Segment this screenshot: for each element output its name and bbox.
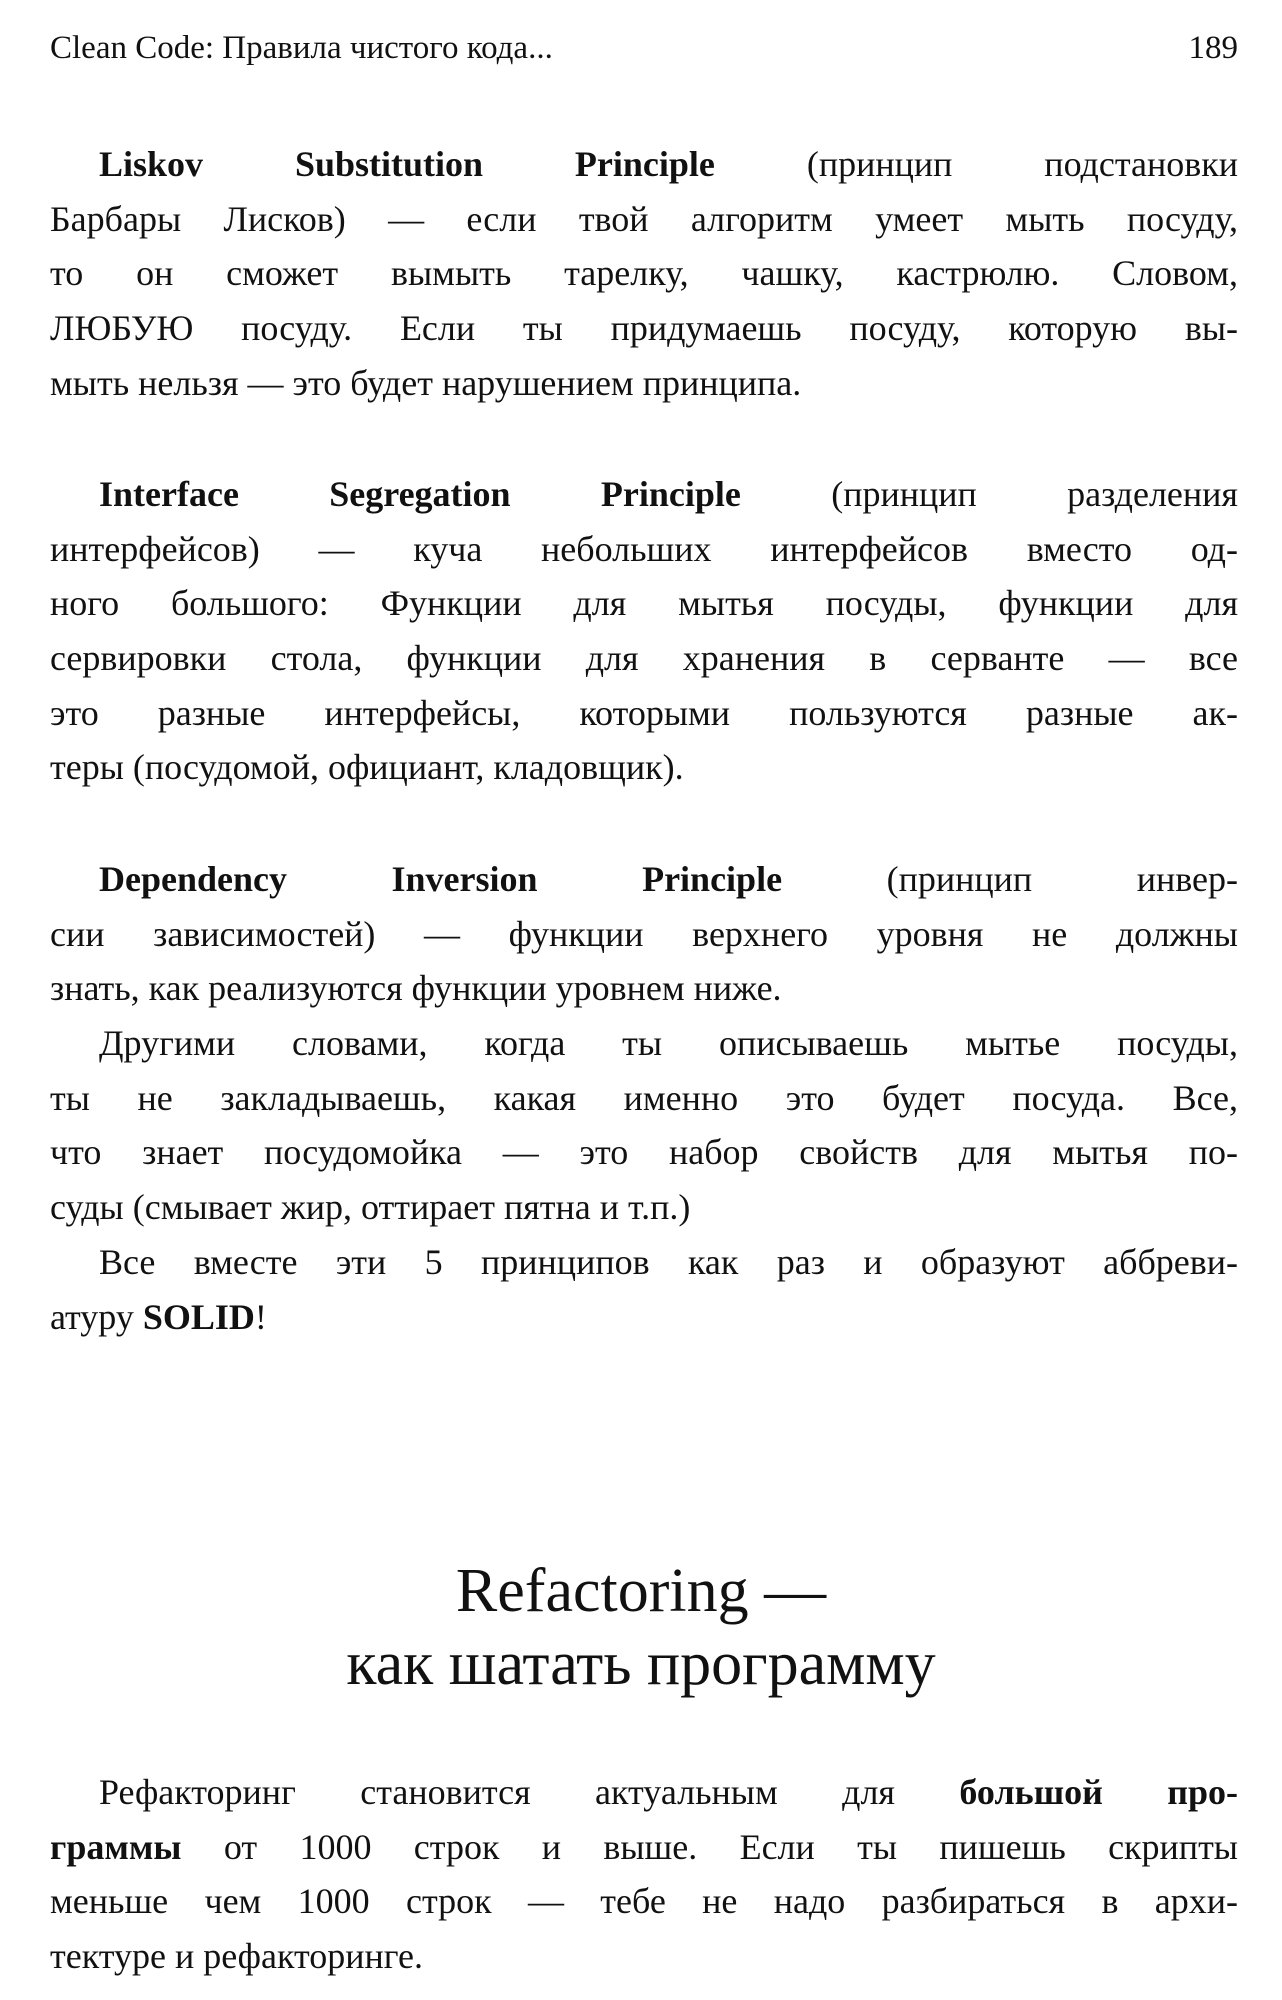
text-line bbox=[50, 1929, 1238, 1984]
text-line bbox=[50, 1765, 1238, 1820]
text-line bbox=[50, 1874, 1238, 1929]
text-segment: Барбары Лисков) — если твой алгоритм умеет мыть посуду, bbox=[50, 198, 1238, 239]
text-line bbox=[50, 467, 1238, 522]
text-line bbox=[50, 246, 1238, 301]
text-segment: сервировки стола, функции для хранения в серванте — все bbox=[50, 638, 1238, 679]
section-heading bbox=[0, 1555, 1282, 1701]
bold-term: Liskov Substitution Principle bbox=[99, 144, 715, 184]
text-segment: то он сможет вымыть тарелку, чашку, кастрюлю. Словом, bbox=[50, 253, 1238, 294]
text-segment: что знает посудомойка — это набор свойств для мытья по- bbox=[50, 1132, 1238, 1173]
text-segment: (принцип инвер- bbox=[782, 859, 1238, 899]
text-segment: ного большого: Функции для мытья посуды, функции для bbox=[50, 583, 1238, 624]
text-segment: сии зависимостей) — функции верхнего уровня не должны bbox=[50, 913, 1238, 954]
paragraph-refactoring bbox=[50, 1765, 1238, 1984]
text-segment: атуру bbox=[50, 1296, 143, 1337]
text-line bbox=[50, 1125, 1238, 1180]
text-line bbox=[50, 522, 1238, 577]
text-line bbox=[50, 852, 1238, 907]
text-segment: Все вместе эти 5 принципов как раз и образуют аббреви- bbox=[99, 1241, 1238, 1282]
text-segment: (принцип подстановки bbox=[714, 144, 1239, 184]
text-segment: Другими словами, когда ты описываешь мытье посуды, bbox=[99, 1023, 1238, 1064]
running-title: Clean Code: Правила чистого кода... bbox=[50, 30, 553, 66]
text-line bbox=[50, 740, 1238, 795]
text-segment: суды (смывает жир, оттирает пятна и т.п.) bbox=[50, 1187, 691, 1228]
text-line bbox=[50, 356, 1238, 411]
text-segment: теры (посудомой, официант, кладовщик). bbox=[50, 747, 684, 788]
bold-term: Interface Segregation Principle bbox=[99, 474, 741, 514]
paragraph-dependency-inversion bbox=[50, 852, 1238, 1344]
text-line bbox=[50, 1235, 1238, 1290]
text-segment: (принцип разделения bbox=[740, 474, 1238, 514]
paragraph-interface-segregation bbox=[50, 467, 1238, 795]
paragraph-liskov bbox=[50, 137, 1238, 410]
text-segment: ЛЮБУЮ посуду. Если ты придумаешь посуду, которую вы- bbox=[50, 308, 1238, 349]
text-segment: тектуре и рефакторинге. bbox=[50, 1936, 424, 1977]
section-heading-line-2: как шатать программу bbox=[346, 1630, 936, 1698]
text-segment: мыть нельзя — это будет нарушением принципа. bbox=[50, 362, 802, 403]
bold-term: SOLID bbox=[142, 1296, 255, 1337]
text-line bbox=[50, 907, 1238, 962]
text-segment: знать, как реализуются функции уровнем ниже. bbox=[50, 968, 782, 1009]
running-header bbox=[50, 30, 1238, 67]
bold-term: граммы bbox=[50, 1826, 182, 1867]
text-line bbox=[50, 686, 1238, 741]
bold-term: большой про- bbox=[959, 1772, 1238, 1812]
text-segment: ты не закладываешь, какая именно это будет посуда. Все, bbox=[50, 1077, 1238, 1118]
text-line bbox=[50, 301, 1238, 356]
bold-term: Dependency Inversion Principle bbox=[99, 859, 783, 899]
text-segment: от 1000 строк и выше. Если ты пишешь скрипты bbox=[181, 1826, 1238, 1867]
text-segment: ! bbox=[254, 1296, 267, 1337]
section-heading-line-1: Refactoring — bbox=[455, 1557, 827, 1625]
text-segment: Рефакторинг становится актуальным для bbox=[99, 1772, 960, 1812]
text-segment: интерфейсов) — куча небольших интерфейсов вместо од- bbox=[50, 528, 1238, 569]
text-segment: меньше чем 1000 строк — тебе не надо разбираться в архи- bbox=[50, 1881, 1238, 1922]
text-segment: это разные интерфейсы, которыми пользуются разные ак- bbox=[50, 692, 1238, 733]
text-line bbox=[50, 1071, 1238, 1126]
page-number: 189 bbox=[1188, 30, 1238, 66]
text-line bbox=[50, 1820, 1238, 1875]
text-line bbox=[50, 192, 1238, 247]
text-line bbox=[50, 1290, 1238, 1345]
text-line bbox=[50, 137, 1238, 192]
text-line bbox=[50, 1016, 1238, 1071]
text-line bbox=[50, 631, 1238, 686]
text-line bbox=[50, 961, 1238, 1016]
text-line bbox=[50, 1180, 1238, 1235]
text-line bbox=[50, 576, 1238, 631]
